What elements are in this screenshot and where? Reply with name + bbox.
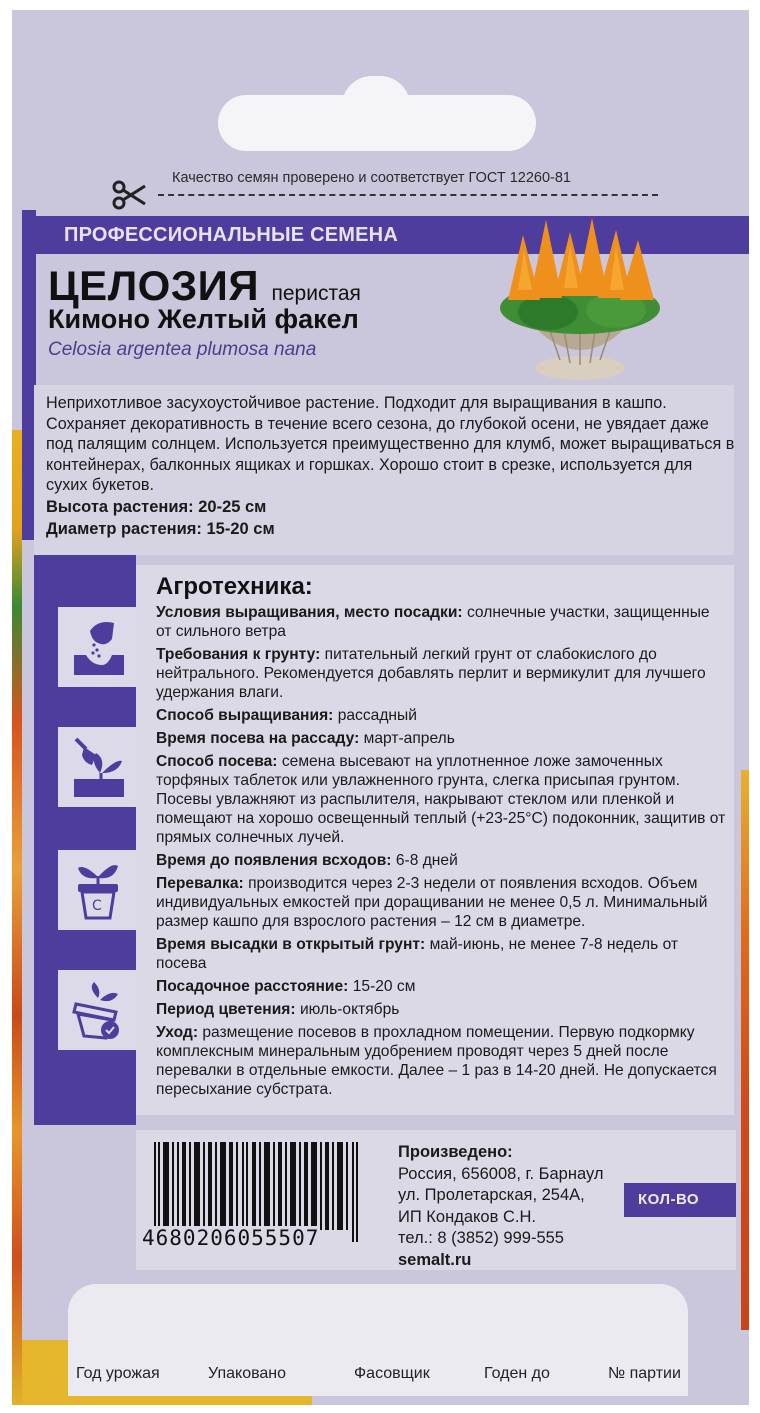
scissors-icon <box>112 180 146 210</box>
agro-item-label: Период цветения: <box>156 1001 296 1018</box>
brand-band-text: ПРОФЕССИОНАЛЬНЫЕ СЕМЕНА <box>64 224 398 246</box>
agro-item-value: размещение посевов в прохладном помещении. Первую подкормку комплексным минеральным удобрением проводят через 5 дней после перевалки в отдельные емкости. Далее – 1 раз в 14-20 дней. Не допускается пересыхание субстрата. <box>156 1024 717 1098</box>
flower-photo-edge-left <box>12 430 22 1405</box>
agro-item-label: Время высадки в открытый грунт: <box>156 936 426 953</box>
plant-type: перистая <box>271 282 361 305</box>
seedling-pot-icon <box>72 860 124 920</box>
field-batch-number: № партии <box>608 1365 681 1382</box>
icon-cell-care <box>58 970 138 1050</box>
agro-item-value: март-апрель <box>363 730 455 747</box>
producer-heading: Произведено: <box>398 1143 513 1161</box>
agro-item-label: Способ выращивания: <box>156 707 334 724</box>
agro-item-label: Время посева на рассаду: <box>156 730 360 747</box>
agro-item-label: Требования к грунту: <box>156 646 321 663</box>
agro-item-conditions <box>156 603 726 641</box>
producer-website: semalt.ru <box>398 1250 472 1269</box>
agro-item-label: Перевалка: <box>156 875 244 892</box>
description-text: Неприхотливое засухоустойчивое растение. Подходит для выращивания в кашпо. Сохраняет декоративность в течение всего сезона, до глубокой осени, не увядает даже под палящим солнцем. Используется преимущественно для клумб, может выращиваться в контейнерах, балконных ящиках и горшках. Хорошо стоит в срезке, используется для сухих букетов. <box>46 394 735 494</box>
agro-item-label: Условия выращивания, место посадки: <box>156 604 463 621</box>
icon-cell-sowing <box>58 607 138 687</box>
agro-item-value: производится через 2-3 недели от появления всходов. Объем индивидуальных емкостей при доращивании не менее 0,5 л. Минимальный размер кашпо для взрослого растения – 12 см в диаметре. <box>156 875 708 930</box>
producer-phone: тел.: 8 (3852) 999-555 <box>398 1229 564 1247</box>
variety-name: Кимоно Желтый факел <box>48 304 359 334</box>
spec-diameter-value: 15-20 см <box>206 519 275 538</box>
agrotechnics-title: Агротехника: <box>156 573 313 600</box>
title-block <box>48 262 361 361</box>
agro-item-germination <box>156 851 726 870</box>
agro-item-value: питательный легкий грунт от слабокислого до нейтрального. Рекомендуется добавлять перлит и вермикулит для лучшего удержания влаги. <box>156 646 706 701</box>
agro-item-care <box>156 1023 726 1099</box>
svg-text:C: C <box>92 898 102 914</box>
celosia-plant-image <box>488 210 673 385</box>
agro-item-flowering <box>156 1000 726 1019</box>
hand-sowing-seeds-icon <box>72 617 124 677</box>
producer-line: Россия, 656008, г. Барнаул <box>398 1164 604 1183</box>
agro-item-value: рассадный <box>337 707 417 724</box>
latin-name: Celosia argentea plumosa nana <box>48 339 317 360</box>
producer-line: ул. Пролетарская, 254А, <box>398 1186 585 1204</box>
agro-item-soil <box>156 645 726 702</box>
barcode-number: 4680206055507 <box>142 1226 320 1250</box>
icon-cell-transplant <box>58 850 138 930</box>
agro-icon-rail <box>34 555 136 1125</box>
field-packer: Фасовщик <box>354 1365 430 1382</box>
spec-height-label: Высота растения: <box>46 497 194 516</box>
hang-hole <box>218 95 536 151</box>
agro-item-sowing-method <box>156 752 726 847</box>
spec-diameter <box>46 518 736 540</box>
agro-item-method <box>156 706 726 725</box>
cut-line <box>112 170 672 210</box>
spec-diameter-label: Диаметр растения: <box>46 519 202 538</box>
plant-name: ЦЕЛОЗИЯ <box>48 262 260 309</box>
agro-item-value: май-июнь, не менее 7-8 недель от посева <box>156 936 679 972</box>
agro-item-outdoor-planting <box>156 935 726 973</box>
agrotechnics-list <box>156 603 726 1103</box>
pot-check-icon <box>72 980 124 1040</box>
producer-address <box>398 1142 603 1271</box>
description-box <box>34 385 734 555</box>
gost-quality-text: Качество семян проверено и соответствует ГОСТ 12260-81 <box>172 170 571 186</box>
agro-item-spacing <box>156 977 726 996</box>
field-packed: Упаковано <box>208 1365 287 1382</box>
icon-cell-planting <box>58 727 138 807</box>
agro-item-label: Уход: <box>156 1024 199 1041</box>
spec-height-value: 20-25 см <box>198 497 267 516</box>
agro-item-value: солнечные участки, защищенные от сильного ветра <box>156 604 710 640</box>
agro-item-label: Время до появления всходов: <box>156 852 392 869</box>
seed-packet <box>12 10 749 1405</box>
field-harvest-year: Год урожая <box>76 1365 160 1382</box>
field-best-before: Годен до <box>484 1365 550 1382</box>
trowel-seedling-icon <box>72 737 124 797</box>
dashed-cut-line <box>158 194 658 196</box>
agro-item-label: Способ посева: <box>156 753 278 770</box>
flower-photo-edge-right <box>741 770 749 1330</box>
agro-item-value: 6-8 дней <box>395 852 458 869</box>
spec-height <box>46 496 736 518</box>
quantity-label: КОЛ-ВО <box>624 1183 736 1217</box>
agro-item-label: Посадочное расстояние: <box>156 978 349 995</box>
agro-item-value: июль-октябрь <box>299 1001 400 1018</box>
agro-item-transplant <box>156 874 726 931</box>
quantity-box <box>624 1217 736 1265</box>
agro-item-sowing-time <box>156 729 726 748</box>
agro-item-value: семена высевают на уплотненное ложе замоченных торфяных таблеток или увлажненного грунта, слегка присыпая грунтом. Посевы увлажняют из распылителя, накрывают стеклом или пленкой и помещают на хорошо освещенный теплый (+23-25°С) подоконник, защитив от прямых солнечных лучей. <box>156 753 726 846</box>
agrotechnics-panel <box>136 565 734 1115</box>
agro-item-value: 15-20 см <box>352 978 416 995</box>
producer-line: ИП Кондаков С.Н. <box>398 1207 536 1226</box>
